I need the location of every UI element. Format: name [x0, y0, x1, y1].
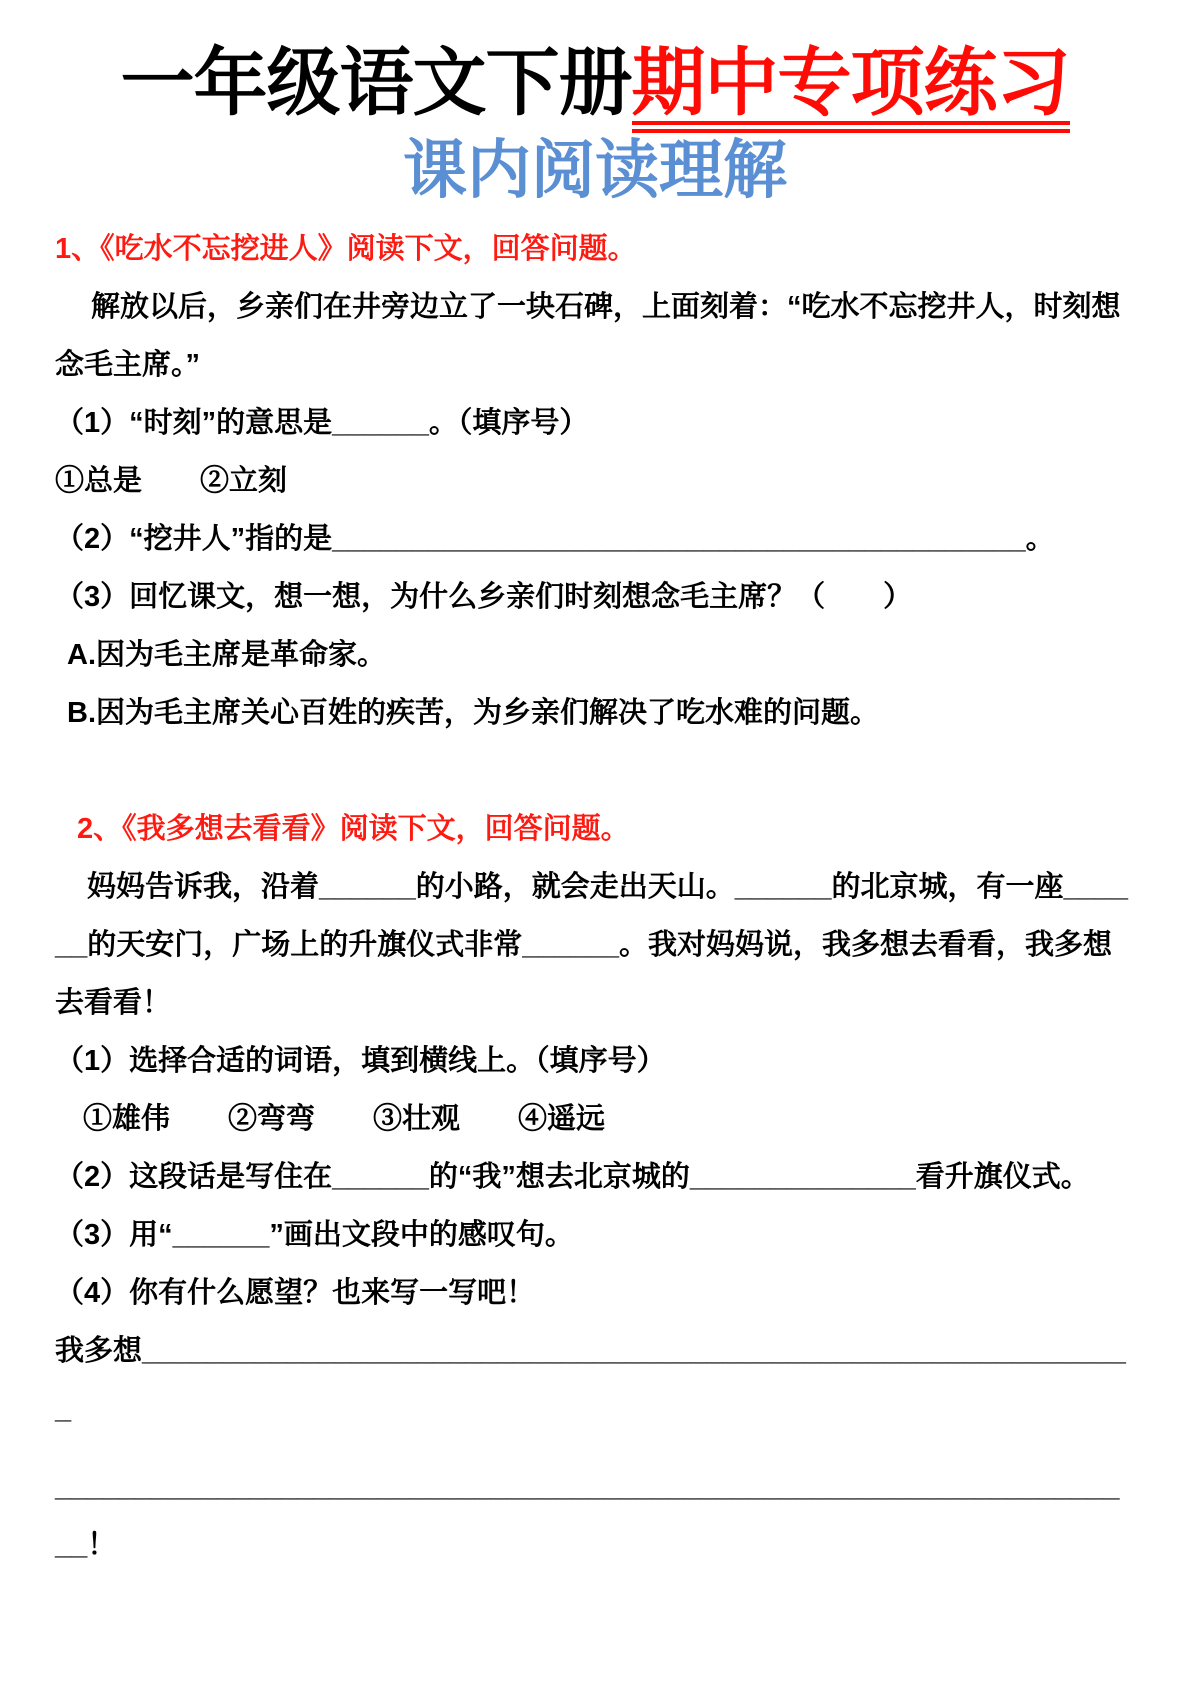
worksheet-body [55, 220, 1135, 1574]
section2-heading: 2、《我多想去看看》阅读下文，回答问题。 [77, 813, 630, 846]
answer-blank-line1: ______________________________________________________________ [55, 1335, 1126, 1426]
answer-blank-line2: ____________________________________________________________________ [55, 1471, 1120, 1562]
section2-answer-line2 [55, 1458, 1135, 1574]
answer-suffix: ！ [87, 1529, 117, 1562]
answer-prefix: 我多想 [55, 1335, 143, 1368]
page-title [55, 40, 1135, 133]
section2-question2: （2）这段话是写住在______的“我”想去北京城的______________看升旗仪式。 [55, 1161, 1090, 1194]
section1-passage: 解放以后，乡亲们在井旁边立了一块石碑，上面刻着：“吃水不忘挖井人，时刻想念毛主席。” [55, 291, 1121, 382]
page-title-black-part: 一年级语文下册 [120, 41, 632, 124]
section1-question2: （2）“挖井人”指的是___________________________________________。 [55, 523, 1055, 556]
section2-question3: （3）用“______”画出文段中的感叹句。 [55, 1219, 574, 1252]
section1-question3: （3）回忆课文，想一想，为什么乡亲们时刻想念毛主席？（ ） [55, 581, 913, 614]
page-title-red-part: 期中专项练习 [632, 46, 1070, 133]
section1-heading: 1、《吃水不忘挖进人》阅读下文，回答问题。 [55, 233, 637, 266]
section2-passage: 妈妈告诉我，沿着______的小路，就会走出天山。______的北京城，有一座______的天安门，广场上的升旗仪式非常______。我对妈妈说，我多想去看看，我多想去看看！ [55, 871, 1129, 1020]
section1-question1: （1）“时刻”的意思是______。（填序号） [55, 407, 589, 440]
section2-question1-options: ①雄伟 ②弯弯 ③壮观 ④遥远 [83, 1103, 606, 1136]
page-subtitle: 课内阅读理解 [403, 134, 787, 206]
section1-question3-option-b: B.因为毛主席关心百姓的疾苦，为乡亲们解决了吃水难的问题。 [67, 697, 880, 730]
section2-question1: （1）选择合适的词语，填到横线上。（填序号） [55, 1045, 666, 1078]
section-gap [55, 742, 1135, 800]
section1-question3-option-a: A.因为毛主席是革命家。 [67, 639, 387, 672]
section2-answer-line1 [55, 1322, 1135, 1438]
section2-question4: （4）你有什么愿望？也来写一写吧！ [55, 1277, 536, 1310]
section1-question1-options: ①总是 ②立刻 [55, 465, 288, 498]
